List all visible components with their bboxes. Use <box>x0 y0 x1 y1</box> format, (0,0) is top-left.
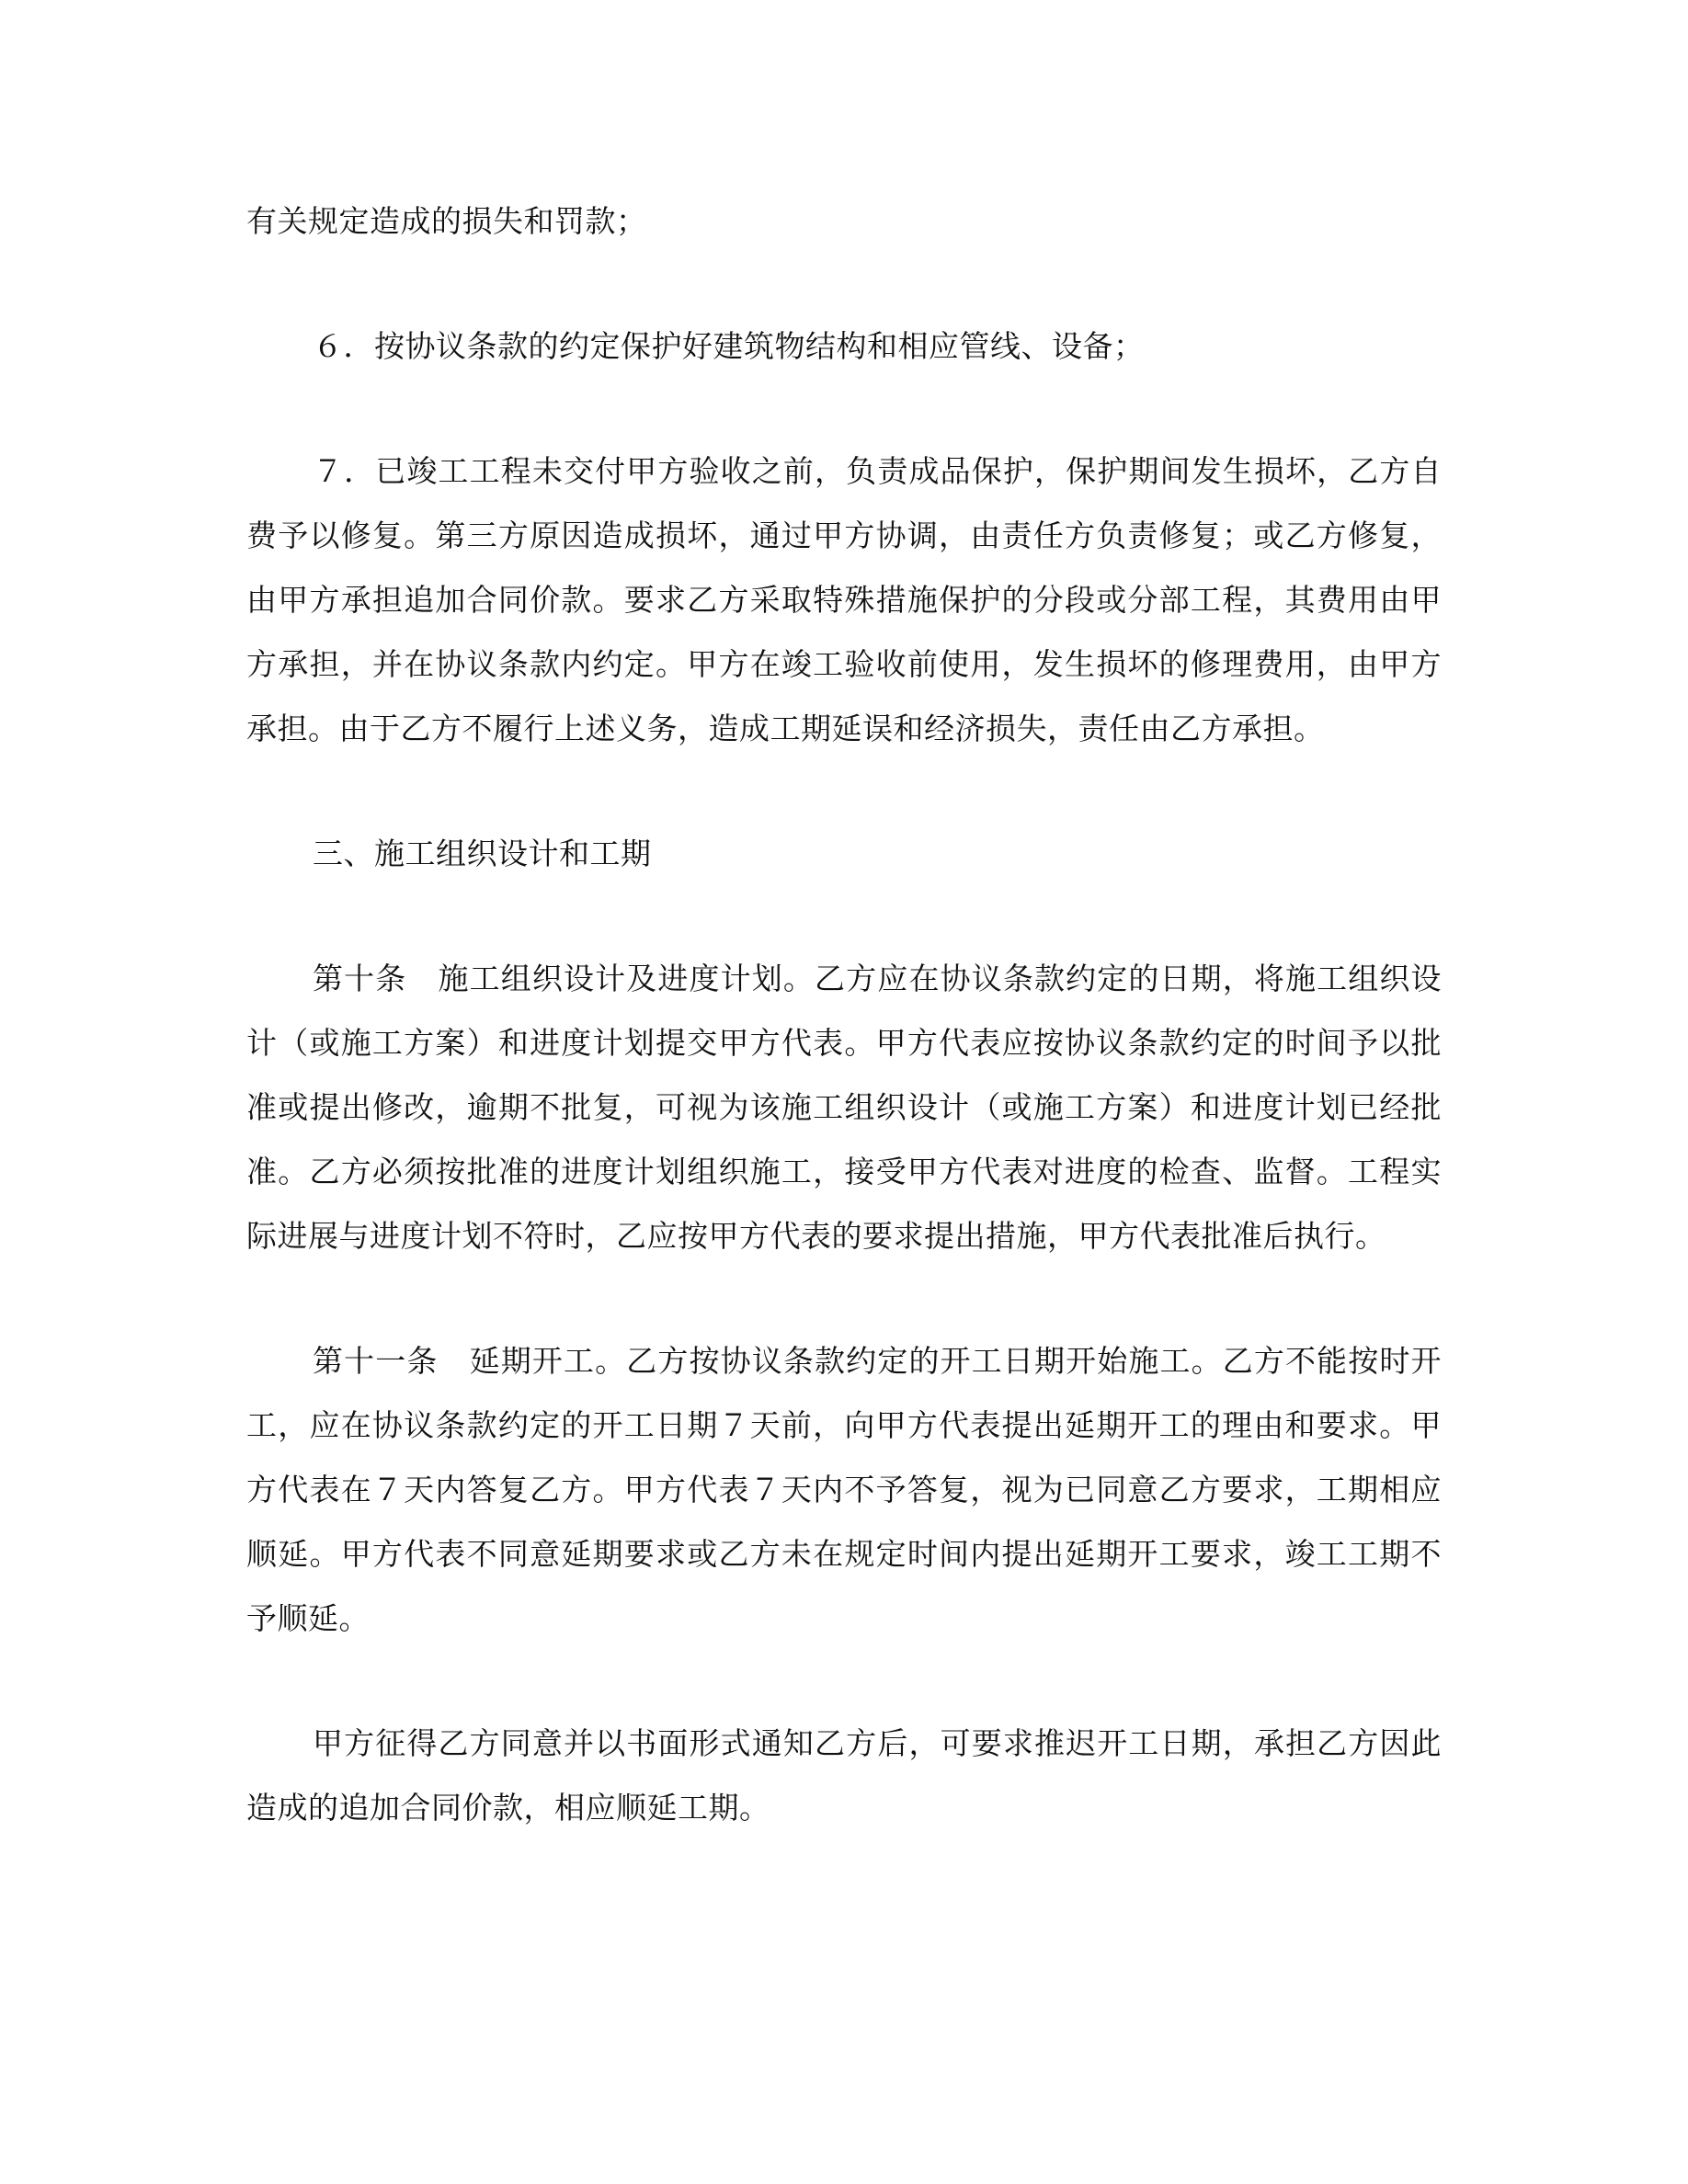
paragraph-item-7: ７．已竣工工程未交付甲方验收之前，负责成品保护，保护期间发生损坏，乙方自费予以修复。第三方原因造成损坏，通过甲方协调，由责任方负责修复；或乙方修复，由甲方承担追加合同价款。要求乙方采取特殊措施保护的分段或分部工程，其费用由甲方承担，并在协议条款内约定。甲方在竣工验收前使用，发生损坏的修理费用，由甲方承担。由于乙方不履行上述义务，造成工期延误和经济损失，责任由乙方承担。 <box>246 453 1442 746</box>
section-heading: 三、施工组织设计和工期 <box>313 836 652 871</box>
paragraph-item-6: ６．按协议条款的约定保护好建筑物结构和相应管线、设备； <box>313 328 1145 364</box>
article-11: 第十一条 延期开工。乙方按协议条款约定的开工日期开始施工。乙方不能按时开工，应在协议条款约定的开工日期７天前，向甲方代表提出延期开工的理由和要求。甲方代表在７天内答复乙方。甲方代表７天内不予答复，视为已同意乙方要求，工期相应顺延。甲方代表不同意延期要求或乙方未在规定时间内提出延期开工要求，竣工工期不予顺延。 <box>246 1343 1442 1636</box>
article-11-continuation: 甲方征得乙方同意并以书面形式通知乙方后，可要求推迟开工日期，承担乙方因此造成的追加合同价款，相应顺延工期。 <box>246 1725 1442 1826</box>
paragraph-spacing <box>246 1651 1442 1712</box>
paragraph-spacing <box>246 1268 1442 1329</box>
paragraph-spacing <box>246 886 1442 947</box>
paragraph-spacing <box>246 254 1442 314</box>
article-10: 第十条 施工组织设计及进度计划。乙方应在协议条款约定的日期，将施工组织设计（或施工方案）和进度计划提交甲方代表。甲方代表应按协议条款约定的时间予以批准或提出修改，逾期不批复，可视为该施工组织设计（或施工方案）和进度计划已经批准。乙方必须按批准的进度计划组织施工，接受甲方代表对进度的检查、监督。工程实际进展与进度计划不符时，乙应按甲方代表的要求提出措施，甲方代表批准后执行。 <box>246 961 1442 1254</box>
document-body <box>246 189 1442 1840</box>
paragraph-spacing <box>246 761 1442 822</box>
paragraph-continuation: 有关规定造成的损失和罚款； <box>246 203 647 239</box>
paragraph-spacing <box>246 379 1442 439</box>
